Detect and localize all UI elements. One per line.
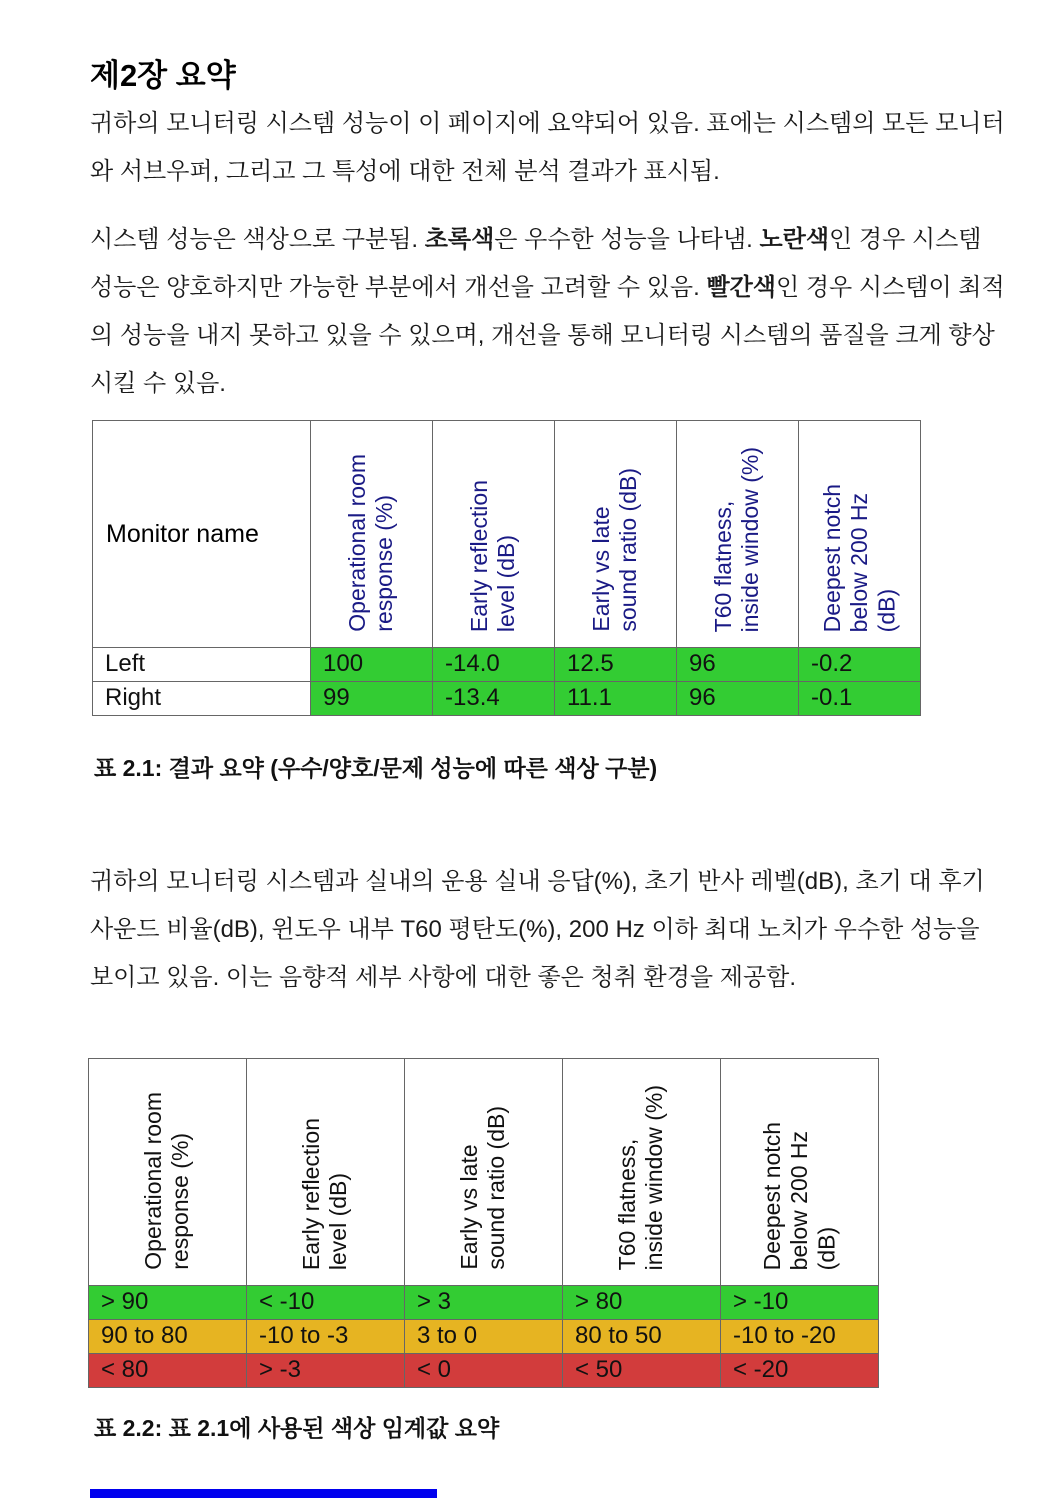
table-2-1-caption: 표 2.1: 결과 요약 (우수/양호/문제 성능에 따른 색상 구분)	[94, 755, 658, 781]
header-early-vs-late-ratio	[405, 1059, 563, 1286]
legend-text: 인 경우 시스템 성능은 양호하지만 가능한 부분에서 개선을 고려할 수 있음.	[90, 226, 982, 301]
threshold-cell: -10 to -3	[247, 1320, 405, 1354]
result-cell: -0.2	[799, 648, 921, 682]
results-row-left	[93, 648, 921, 682]
color-legend-paragraph	[90, 216, 1008, 408]
results-header-row	[93, 421, 921, 648]
threshold-cell: < -10	[247, 1286, 405, 1320]
result-cell: 96	[677, 682, 799, 716]
performance-summary-paragraph: 귀하의 모니터링 시스템과 실내의 운용 실내 응답(%), 초기 반사 레벨(dB), 초기 대 후기 사운드 비율(dB), 윈도우 내부 T60 평탄도(%), 200 Hz 이하 최대 노치가 우수한 성능을 보이고 있음. 이는 음향적 세부 사항에 대한 좋은 청취 환경을 제공함.	[90, 868, 985, 991]
header-early-reflection-level	[433, 421, 555, 648]
header-deepest-notch	[799, 421, 921, 648]
intro-paragraph: 귀하의 모니터링 시스템 성능이 이 페이지에 요약되어 있음. 표에는 시스템의 모든 모니터와 서브우퍼, 그리고 그 특성에 대한 전체 분석 결과가 표시됨.	[90, 110, 1005, 185]
result-cell: 12.5	[555, 648, 677, 682]
threshold-cell: < 0	[405, 1354, 563, 1388]
threshold-row-good	[89, 1286, 879, 1320]
threshold-cell: 3 to 0	[405, 1320, 563, 1354]
page-title: 제2장 요약	[90, 58, 236, 93]
threshold-cell: > -10	[721, 1286, 879, 1320]
header-operational-room-response	[311, 421, 433, 648]
threshold-cell: 90 to 80	[89, 1320, 247, 1354]
threshold-cell: -10 to -20	[721, 1320, 879, 1354]
rotated-header-label: T60 flatness, inside window (%)	[614, 1084, 668, 1270]
threshold-cell: > 3	[405, 1286, 563, 1320]
rotated-header-label: Early vs late sound ratio (dB)	[588, 468, 642, 632]
rotated-header-label: Early vs late sound ratio (dB)	[456, 1106, 510, 1270]
results-table	[92, 420, 921, 716]
thresholds-header-row	[89, 1059, 879, 1286]
header-t60-flatness	[677, 421, 799, 648]
thresholds-table	[88, 1058, 879, 1388]
result-cell: 99	[311, 682, 433, 716]
threshold-cell: > 90	[89, 1286, 247, 1320]
header-early-vs-late-ratio	[555, 421, 677, 648]
result-cell: -14.0	[433, 648, 555, 682]
rotated-header-label: Deepest notch below 200 Hz (dB)	[818, 483, 900, 632]
legend-red-word: 빨간색	[706, 274, 776, 301]
rotated-header-label: Operational room response (%)	[344, 454, 398, 632]
threshold-cell: > -3	[247, 1354, 405, 1388]
threshold-row-poor	[89, 1354, 879, 1388]
monitor-name-cell: Left	[93, 648, 311, 682]
result-cell: -0.1	[799, 682, 921, 716]
results-row-right	[93, 682, 921, 716]
monitor-name-cell: Right	[93, 682, 311, 716]
header-deepest-notch	[721, 1059, 879, 1286]
footer-blue-bar	[90, 1489, 437, 1498]
threshold-row-fair	[89, 1320, 879, 1354]
rotated-header-label: T60 flatness, inside window (%)	[710, 446, 764, 632]
threshold-cell: < 80	[89, 1354, 247, 1388]
threshold-cell: > 80	[563, 1286, 721, 1320]
rotated-header-label: Early reflection level (dB)	[298, 1117, 352, 1270]
header-operational-room-response	[89, 1059, 247, 1286]
result-cell: 100	[311, 648, 433, 682]
legend-text: 은 우수한 성능을 나타냄.	[494, 226, 760, 253]
legend-green-word: 초록색	[424, 226, 495, 253]
result-cell: -13.4	[433, 682, 555, 716]
header-t60-flatness	[563, 1059, 721, 1286]
table-2-2-caption: 표 2.2: 표 2.1에 사용된 색상 임계값 요약	[94, 1415, 500, 1441]
monitor-name-header: Monitor name	[93, 421, 311, 648]
result-cell: 96	[677, 648, 799, 682]
rotated-header-label: Operational room response (%)	[140, 1092, 194, 1270]
threshold-cell: < -20	[721, 1354, 879, 1388]
result-cell: 11.1	[555, 682, 677, 716]
header-early-reflection-level	[247, 1059, 405, 1286]
rotated-header-label: Deepest notch below 200 Hz (dB)	[758, 1121, 840, 1270]
threshold-cell: 80 to 50	[563, 1320, 721, 1354]
rotated-header-label: Early reflection level (dB)	[466, 479, 520, 632]
legend-text: 인 경우 시스템이 최적의 성능을 내지 못하고 있을 수 있으며, 개선을 통해 모니터링 시스템의 품질을 크게 향상시킬 수 있음.	[90, 274, 1005, 397]
legend-yellow-word: 노란색	[759, 226, 830, 253]
threshold-cell: < 50	[563, 1354, 721, 1388]
legend-text: 시스템 성능은 색상으로 구분됨.	[90, 226, 425, 253]
